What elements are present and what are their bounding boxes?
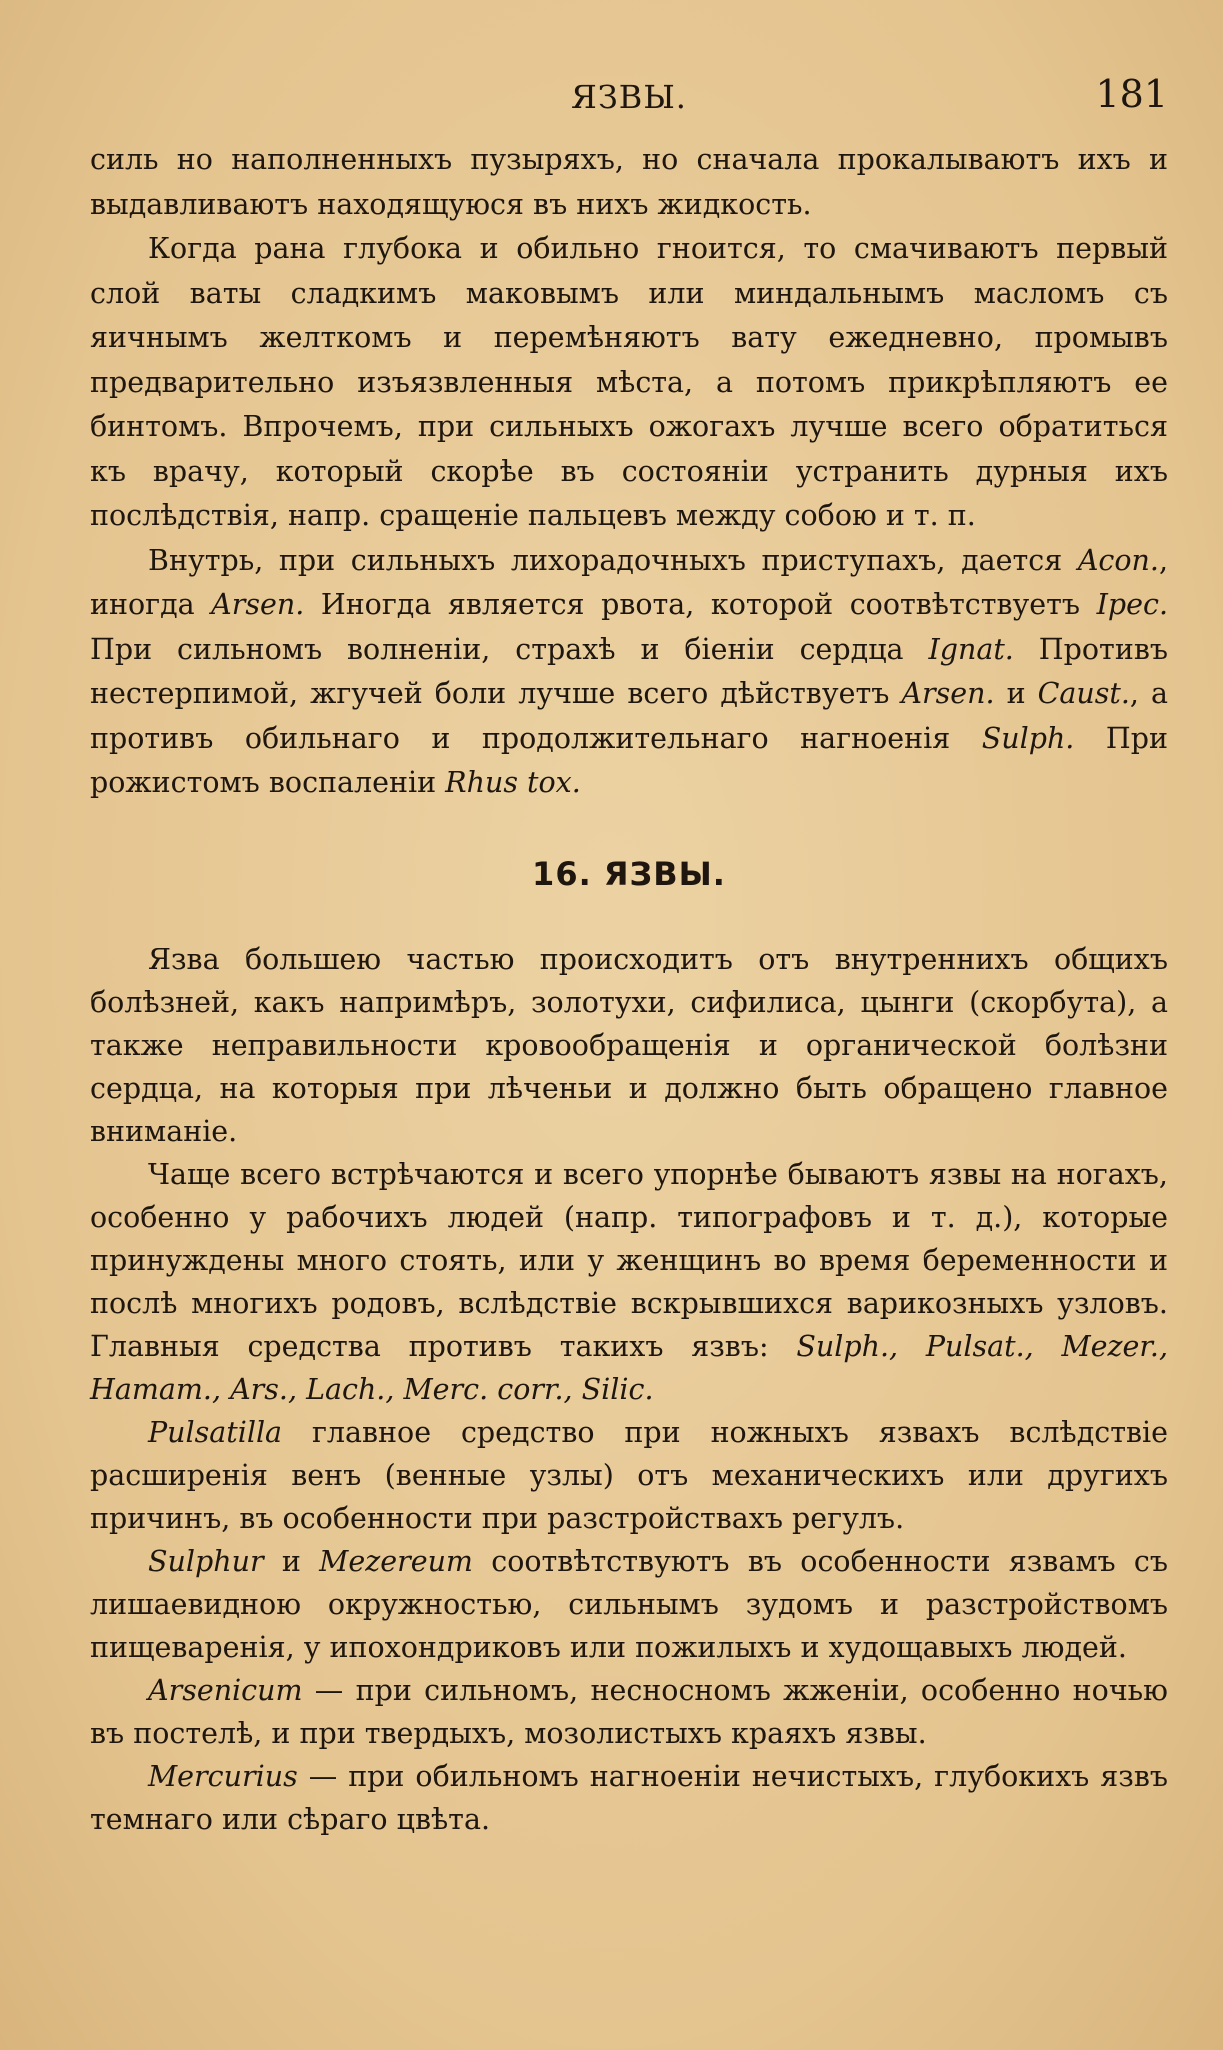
text-run: При сильномъ волненіи, страхѣ и біеніи сердца bbox=[90, 632, 929, 666]
text-run: , иногда bbox=[90, 543, 1168, 621]
paragraph-wound-care bbox=[90, 227, 1168, 539]
remedy-name: Sulphur bbox=[148, 1545, 264, 1578]
body-text bbox=[90, 138, 1168, 1841]
running-title: ЯЗВЫ. bbox=[571, 78, 687, 116]
remedy-name: Arsenicum bbox=[148, 1674, 303, 1707]
section-title: 16. ЯЗВЫ. bbox=[532, 854, 726, 893]
text-run: Противъ нестерпимой, жгучей боли лучше всего дѣйствуетъ bbox=[90, 632, 1168, 710]
paragraph-sulphur-mezereum bbox=[90, 1540, 1168, 1669]
paragraph-text: силь но наполненныхъ пузыряхъ, но сначала прокалываютъ ихъ и выдавливаютъ находящуюся въ нихъ жидкость. bbox=[90, 143, 1168, 221]
remedy-name: Ignat. bbox=[928, 632, 1014, 666]
paragraph-ulcer-causes bbox=[90, 938, 1168, 1153]
text-run: , а противъ обильнаго и продолжительнаго нагноенія bbox=[90, 677, 1168, 755]
text-run: и bbox=[263, 1545, 320, 1578]
paragraph-text: Когда рана глубока и обильно гноится, то смачиваютъ первый слой ваты сладкимъ маковымъ или миндальнымъ масломъ съ яичнымъ желткомъ и перемѣняютъ вату ежедневно, промывъ предварительно изъязвленныя мѣста, а потомъ прикрѣпляютъ ее бинтомъ. Впрочемъ, при сильныхъ ожогахъ лучше всего обратиться къ врачу, который скорѣе въ состояніи устранить дурныя ихъ послѣдствія, напр. сращеніе пальцевъ между собою и т. п. bbox=[90, 232, 1168, 532]
remedy-name: Pulsatilla bbox=[148, 1416, 283, 1449]
text-run: соотвѣтствуютъ въ особенности язвамъ съ лишаевидною окружностью, сильнымъ зудомъ и разстройствомъ пищеваренія, у ипохондриковъ или пожилыхъ и худощавыхъ людей. bbox=[90, 1545, 1168, 1664]
text-run: Иногда является рвота, которой соотвѣтствуетъ bbox=[304, 588, 1097, 621]
paragraph-arsenicum bbox=[90, 1669, 1168, 1755]
remedy-name: Mercurius bbox=[148, 1760, 298, 1793]
paragraph-internal-remedies bbox=[90, 539, 1168, 806]
remedy-name: Sulph. bbox=[981, 721, 1075, 755]
text-run: и bbox=[994, 677, 1038, 710]
remedy-name: Rhus tox. bbox=[445, 766, 581, 799]
running-head bbox=[90, 72, 1168, 138]
text-run: Чаще всего встрѣчаются и всего упорнѣе бываютъ язвы на ногахъ, особенно у рабочихъ людей (напр. типографовъ и т. д.), которые принуждены много стоять, или у женщинъ во время беременности и послѣ многихъ родовъ, вслѣдствіе вскрывшихся варикозныхъ узловъ. Главныя средства противъ такихъ язвъ: bbox=[90, 1158, 1168, 1363]
text-run: — при сильномъ, несносномъ жженіи, особенно ночью въ постелѣ, и при твердыхъ, мозолистыхъ краяхъ язвы. bbox=[90, 1674, 1168, 1750]
page-number: 181 bbox=[1095, 72, 1168, 116]
paragraph-continuation bbox=[90, 138, 1168, 227]
paragraph-text: Язва большею частью происходитъ отъ внутреннихъ общихъ болѣзней, какъ напримѣръ, золотухи, сифилиса, цынги (скорбута), а также неправильности кровообращенія и органической болѣзни сердца, на которыя при лѣченьи и должно быть обращено главное вниманіе. bbox=[90, 943, 1168, 1148]
text-run: главное средство при ножныхъ язвахъ вслѣдствіе расширенія венъ (венные узлы) отъ механическихъ или другихъ причинъ, въ особенности при разстройствахъ регулъ. bbox=[90, 1416, 1168, 1535]
remedy-name: Ipec. bbox=[1096, 588, 1168, 621]
remedy-name: Acon. bbox=[1077, 543, 1159, 577]
text-run: — при обильномъ нагноеніи нечистыхъ, глубокихъ язвъ темнаго или сѣраго цвѣта. bbox=[90, 1760, 1168, 1836]
remedy-name: Arsen. bbox=[901, 677, 995, 710]
book-page bbox=[90, 72, 1168, 1841]
remedy-name: Caust. bbox=[1037, 677, 1130, 710]
paragraph-leg-ulcers bbox=[90, 1153, 1168, 1411]
remedy-list: Sulph., Pulsat., Mezer., Hamam., Ars., Lach., Merc. corr., Silic. bbox=[90, 1330, 1168, 1406]
remedy-name: Mezereum bbox=[319, 1545, 473, 1578]
remedy-name: Arsen. bbox=[211, 588, 305, 621]
text-run: Внутрь, при сильныхъ лихорадочныхъ приступахъ, дается bbox=[148, 543, 1078, 577]
paragraph-pulsatilla bbox=[90, 1411, 1168, 1540]
paragraph-mercurius bbox=[90, 1755, 1168, 1841]
text-run: При рожистомъ воспаленіи bbox=[90, 721, 1168, 799]
